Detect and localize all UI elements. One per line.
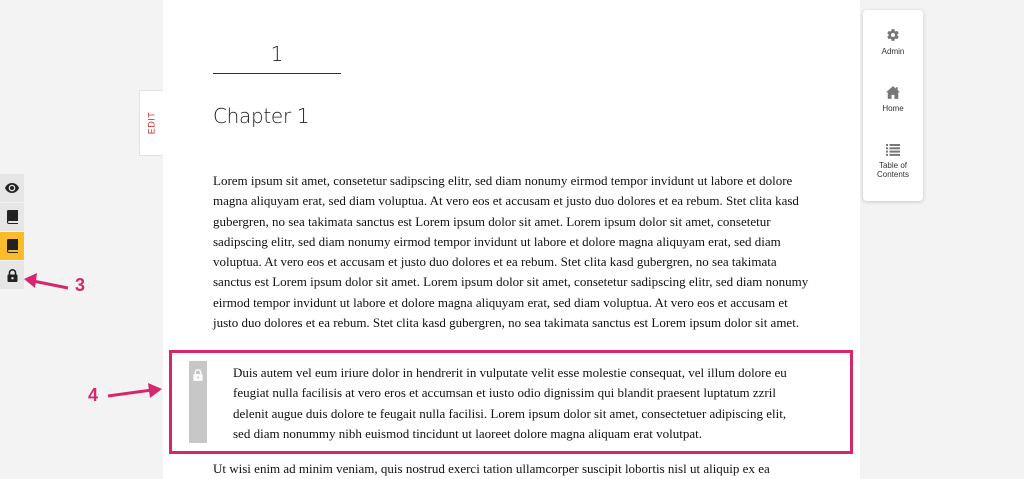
chapter-number: 1: [270, 42, 284, 66]
nav-toc-label-line1: Table of: [878, 161, 908, 170]
nav-admin-label: Admin: [881, 47, 905, 56]
paragraph[interactable]: Ut wisi enim ad minim veniam, quis nostrud exerci tation ullamcorper suscipit lobortis nisl ut aliquip ex ea: [213, 461, 770, 476]
paragraph[interactable]: Lorem ipsum sit amet, consetetur sadipscing elitr, sed diam nonumy eirmod tempor invidunt ut labore et dolore magna aliquyam erat, sed diam voluptua. At vero eos et accusam et justo duo dolores et ea rebum. Stet clita kasd gubergren, no sea takimata sanctus est Lorem ipsum dolor sit amet. Lorem ipsum dolor sit amet, consetetur sadipscing elitr, sed diam nonumy eirmod tempor invidunt ut labore et dolore magna aliquyam erat, sed diam voluptua. At vero eos et accusam et justo duo dolores et ea rebum. Stet clita kasd gubergren, no sea takimata sanctus est Lorem ipsum dolor sit amet. Lorem ipsum dolor sit amet, consetetur sadipscing elitr, sed diam nonumy eirmod tempor invidunt ut labore et dolore magna aliquyam erat, sed diam voluptua. At vero eos et accusam et justo duo dolores et ea rebum. Stet clita kasd gubergren, no sea takimata sanctus est Lorem ipsum dolor sit amet.: [213, 173, 809, 331]
callout-number: 3: [75, 275, 86, 295]
chapter-title[interactable]: Chapter 1: [213, 104, 310, 128]
nav-toc-label-line2: Contents: [876, 170, 910, 179]
nav-home-label: Home: [882, 104, 904, 113]
callout-number: 4: [88, 385, 99, 405]
edit-tab-label: EDIT: [146, 111, 157, 135]
locked-paragraph: Duis autem vel eum iriure dolor in hendrerit in vulputate velit esse molestie consequat, vel illum dolore eu feugiat nulla facilisis at vero eros et accumsan et iusto odio dignissim qui blandit praesent luptatum zzril delenit augue duis dolore te feugait nulla facilisi. Lorem ipsum dolor sit amet, consectetuer adipiscing elit, sed diam nonummy nibh euismod tincidunt ut laoreet dolore magna aliquam erat volutpat.: [233, 365, 787, 441]
